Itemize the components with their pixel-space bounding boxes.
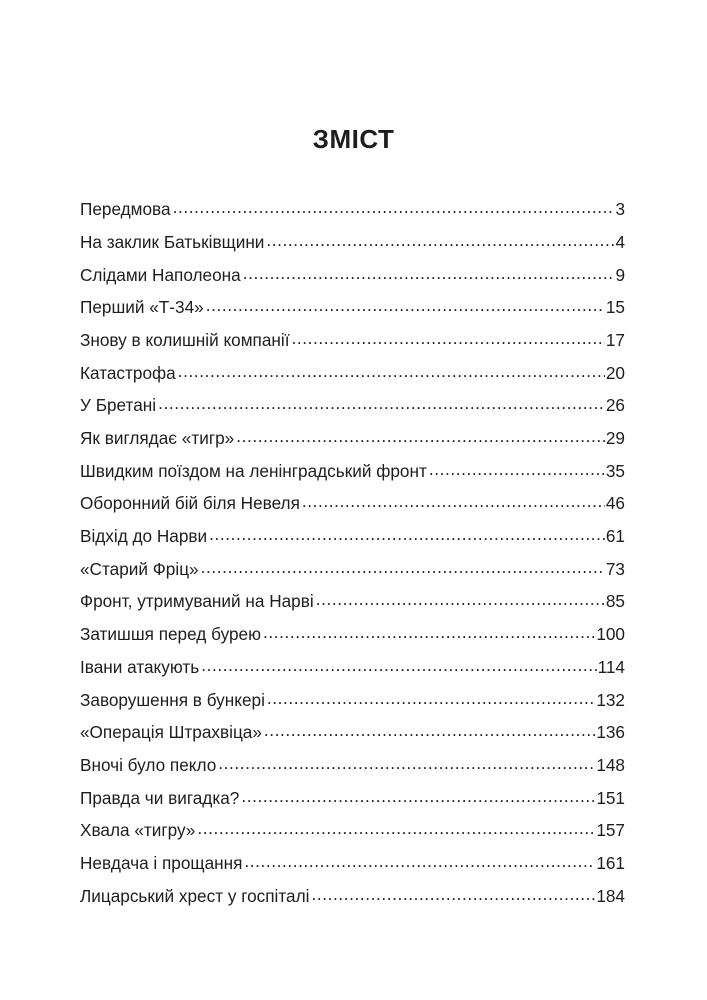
toc-entry	[80, 721, 625, 754]
toc-entry	[80, 852, 625, 885]
toc-entry	[80, 427, 625, 460]
toc-entry-page: 9	[615, 264, 625, 285]
dot-leader	[197, 819, 595, 836]
dot-leader	[236, 427, 605, 444]
toc-entry-title: Фронт, утримуваний на Нарві	[80, 591, 314, 612]
dot-leader	[429, 460, 605, 477]
toc-entry-page: 73	[605, 558, 625, 579]
dot-leader	[302, 492, 605, 509]
toc-entry-title: Швидким поїздом на ленінградський фронт	[80, 460, 427, 481]
dot-leader	[201, 656, 596, 673]
toc-entry-page: 35	[605, 460, 625, 481]
dot-leader	[209, 525, 605, 542]
toc-entry	[80, 361, 625, 394]
toc-entry	[80, 460, 625, 493]
toc-entry-page: 4	[615, 231, 625, 252]
toc-entry-page: 85	[605, 591, 625, 612]
table-of-contents	[80, 198, 625, 917]
toc-entry	[80, 623, 625, 656]
dot-leader	[267, 688, 595, 705]
toc-entry-title: Катастрофа	[80, 362, 176, 383]
toc-entry	[80, 198, 625, 231]
toc-entry-title: Затишшя перед бурею	[80, 624, 261, 645]
toc-entry	[80, 231, 625, 264]
toc-entry-page: 100	[596, 624, 625, 645]
toc-entry	[80, 688, 625, 721]
toc-entry-title: Правда чи вигадка?	[80, 787, 240, 808]
toc-entry	[80, 754, 625, 787]
toc-entry-title: Як виглядає «тигр»	[80, 428, 235, 448]
toc-entry-title: Невдача і прощання	[80, 852, 243, 873]
dot-leader	[292, 329, 605, 346]
dot-leader	[263, 623, 595, 640]
toc-entry-title: На заклик Батьківщини	[80, 231, 265, 252]
page-title: ЗМІСТ	[312, 124, 395, 154]
toc-entry-title: Перший «Т-34»	[80, 297, 204, 318]
toc-entry-title: Заворушення в бункері	[80, 689, 265, 710]
toc-entry	[80, 329, 625, 362]
toc-entry-page: 61	[605, 526, 625, 547]
toc-entry-page: 17	[605, 329, 625, 350]
toc-entry	[80, 656, 625, 689]
dot-leader	[311, 884, 595, 901]
toc-entry-title: Слідами Наполеона	[80, 264, 241, 285]
toc-entry	[80, 525, 625, 558]
toc-entry	[80, 786, 625, 819]
toc-entry-title: «Старий Фріц»	[80, 558, 199, 579]
dot-leader	[264, 721, 595, 738]
toc-entry-page: 157	[596, 820, 625, 841]
toc-entry-page: 184	[596, 885, 625, 906]
dot-leader	[173, 198, 615, 215]
toc-entry-title: Вночі було пекло	[80, 754, 217, 775]
toc-entry	[80, 819, 625, 852]
toc-entry-page: 148	[596, 754, 625, 775]
toc-entry-title: Івани атакують	[80, 656, 200, 677]
dot-leader	[218, 754, 595, 771]
toc-entry-title: Лицарський хрест у госпіталі	[80, 885, 310, 906]
dot-leader	[266, 231, 614, 248]
toc-entry	[80, 590, 625, 623]
dot-leader	[316, 590, 605, 607]
toc-entry-page: 161	[596, 852, 625, 873]
toc-entry-page: 20	[605, 362, 625, 383]
dot-leader	[178, 361, 605, 378]
dot-leader	[158, 394, 605, 411]
toc-entry	[80, 263, 625, 296]
dot-leader	[206, 296, 605, 313]
toc-entry-page: 151	[596, 787, 625, 808]
toc-entry-title: Знову в колишній компанії	[80, 329, 290, 350]
dot-leader	[201, 558, 605, 575]
toc-entry-title: Хвала «тигру»	[80, 820, 196, 841]
toc-entry	[80, 558, 625, 591]
toc-entry-page: 46	[605, 493, 625, 514]
toc-entry-title: Відхід до Нарви	[80, 526, 208, 547]
toc-entry	[80, 394, 625, 427]
toc-entry	[80, 296, 625, 329]
toc-entry-title: У Бретані	[80, 395, 157, 416]
toc-entry-title: «Операція Штрахвіца»	[80, 722, 262, 743]
toc-entry-page: 26	[605, 395, 625, 416]
toc-entry-title: Передмова	[80, 199, 171, 220]
dot-leader	[244, 852, 595, 869]
toc-entry-page: 132	[596, 689, 625, 710]
toc-entry-title: Оборонний бій біля Невеля	[80, 493, 300, 514]
dot-leader	[243, 263, 615, 280]
toc-entry	[80, 492, 625, 525]
toc-entry-page: 3	[615, 199, 625, 220]
toc-entry-page: 136	[596, 722, 625, 743]
toc-entry-page: 114	[597, 656, 625, 677]
toc-entry-page: 29	[605, 428, 625, 448]
dot-leader	[241, 786, 595, 803]
toc-entry-page: 15	[605, 297, 625, 318]
toc-entry	[80, 884, 625, 917]
